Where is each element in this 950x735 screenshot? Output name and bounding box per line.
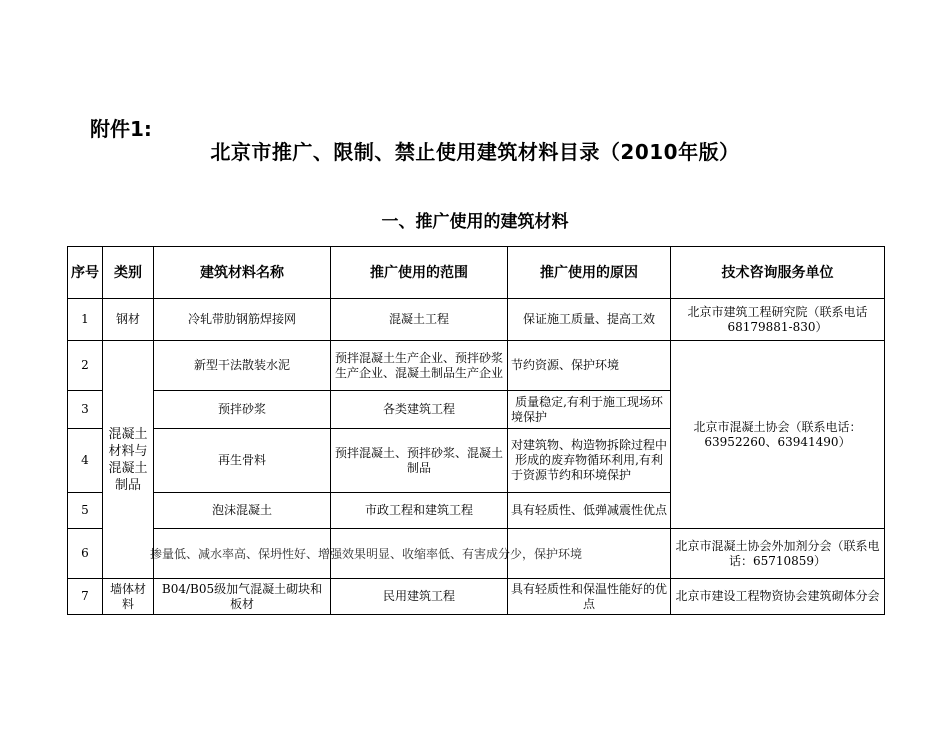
cell-reason: 具有轻质性、低弹减震性优点	[508, 493, 671, 529]
cell-reason: 对建筑物、构造物拆除过程中形成的废弃物循环利用,有利于资源节约和环境保护	[508, 429, 671, 493]
cell-seq: 2	[68, 341, 103, 391]
cell-scope: 各类建筑工程	[331, 391, 508, 429]
cell-scope: 民用建筑工程	[331, 579, 508, 615]
cell-name: 新型干法散装水泥	[154, 341, 331, 391]
header-row	[68, 247, 885, 299]
cell-scope: 市政工程和建筑工程	[331, 493, 508, 529]
cell-consult: 北京市建设工程物资协会建筑砌体分会	[671, 579, 885, 615]
cell-category: 墙体材料	[103, 579, 154, 615]
row6-overlapped-text: 掺量低、减水率高、保坍性好、增强效果明显、收缩率低、有害成分少，保护环境	[150, 547, 583, 561]
cell-seq: 7	[68, 579, 103, 615]
section-title: 一、推广使用的建筑材料	[381, 212, 569, 232]
cell-category-concrete-group: 混凝土材料与混凝土制品	[103, 341, 154, 579]
cell-name: B04/B05级加气混凝土砌块和板材	[154, 579, 331, 615]
cell-name: 泡沫混凝土	[154, 493, 331, 529]
document-title: 北京市推广、限制、禁止使用建筑材料目录（2010年版）	[210, 140, 740, 164]
cell-reason: 保证施工质量、提高工效	[508, 299, 671, 341]
header-seq: 序号	[68, 247, 103, 299]
cell-category: 钢材	[103, 299, 154, 341]
attachment-label: 附件1:	[90, 117, 152, 141]
cell-reason: 质量稳定,有利于施工现场环境保护	[508, 391, 671, 429]
table-row	[68, 579, 885, 615]
header-reason: 推广使用的原因	[508, 247, 671, 299]
cell-seq: 6	[68, 529, 103, 579]
cell-seq: 5	[68, 493, 103, 529]
cell-name: 再生骨料	[154, 429, 331, 493]
cell-name: 冷轧带肋钢筋焊接网	[154, 299, 331, 341]
table-row	[68, 341, 885, 391]
cell-seq: 4	[68, 429, 103, 493]
cell-name: 预拌砂浆	[154, 391, 331, 429]
cell-consult-concrete-group: 北京市混凝土协会（联系电话：63952260、63941490）	[671, 341, 885, 529]
cell-seq: 3	[68, 391, 103, 429]
header-category: 类别	[103, 247, 154, 299]
cell-reason: 节约资源、保护环境	[508, 341, 671, 391]
cell-scope: 预拌混凝土生产企业、预拌砂浆生产企业、混凝土制品生产企业	[331, 341, 508, 391]
cell-consult: 北京市建筑工程研究院（联系电话 68179881-830）	[671, 299, 885, 341]
table-row	[68, 299, 885, 341]
cell-scope: 预拌混凝土、预拌砂浆、混凝土制品	[331, 429, 508, 493]
cell-scope: 混凝土工程	[331, 299, 508, 341]
header-name: 建筑材料名称	[154, 247, 331, 299]
header-consult: 技术咨询服务单位	[671, 247, 885, 299]
header-scope: 推广使用的范围	[331, 247, 508, 299]
cell-reason: 具有轻质性和保温性能好的优点	[508, 579, 671, 615]
cell-consult: 北京市混凝土协会外加剂分会（联系电话：65710859）	[671, 529, 885, 579]
cell-seq: 1	[68, 299, 103, 341]
